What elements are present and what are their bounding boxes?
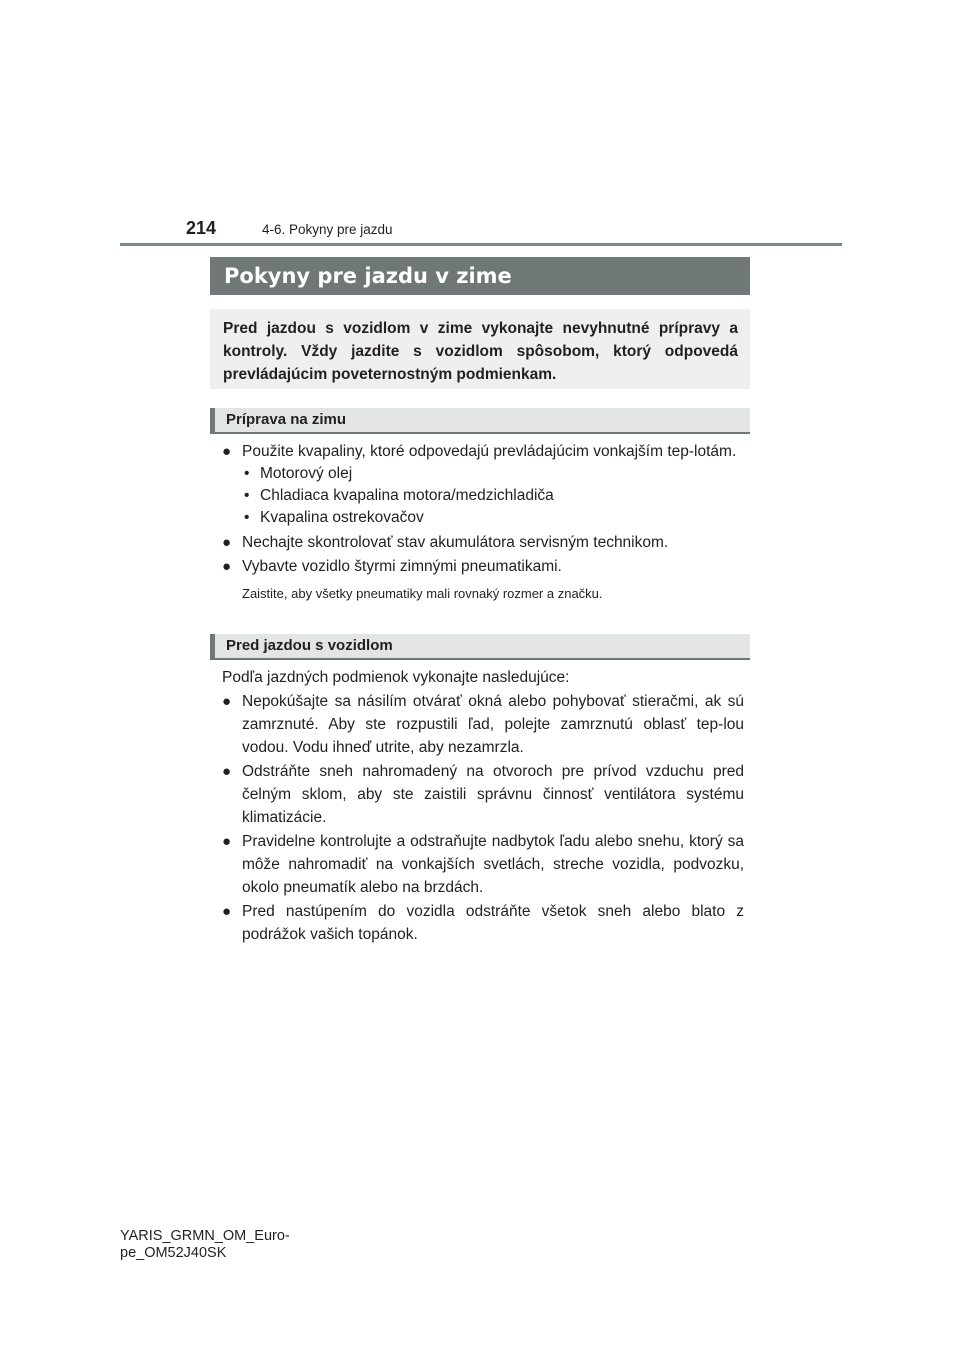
list-item xyxy=(222,830,744,899)
page-header xyxy=(120,218,842,248)
section-heading-winter-prep: Príprava na zimu xyxy=(210,408,750,434)
list-item-text: Vybavte vozidlo štyrmi zimnými pneumatikami. xyxy=(242,558,562,575)
document-code xyxy=(120,1228,290,1262)
list-item xyxy=(222,760,744,829)
sub-list-item xyxy=(222,463,744,485)
bullet-icon: ● xyxy=(222,693,232,710)
section-heading-before-driving: Pred jazdou s vozidlom xyxy=(210,634,750,660)
page-title: Pokyny pre jazdu v zime xyxy=(210,257,750,295)
header-divider xyxy=(120,243,842,246)
bullet-icon: ● xyxy=(222,763,232,780)
list-item xyxy=(222,555,744,578)
sub-bullet-icon: • xyxy=(244,487,250,504)
bullet-icon: ● xyxy=(222,534,232,551)
intro-text: Pred jazdou s vozidlom v zime vykonajte nevyhnutné prípravy a kontroly. Vždy jazdite s vozidlom spôsobom, ktorý odpovedá prevládajúcim poveternostným podmienkam. xyxy=(210,309,750,389)
sub-list-item xyxy=(222,485,744,507)
bullet-icon: ● xyxy=(222,903,232,920)
list-item-text: Nepokúšajte sa násilím otvárať okná alebo pohybovať stieračmi, ak sú zamrznuté. Aby ste rozpustili ľad, polejte zamrznutú oblasť tep-lou vodou. Vodu ihneď utrite, aby nezamrzla. xyxy=(242,693,744,756)
bullet-icon: ● xyxy=(222,443,232,460)
tire-note: Zaistite, aby všetky pneumatiky mali rovnaký rozmer a značku. xyxy=(242,586,603,601)
list-item-text: Odstráňte sneh nahromadený na otvoroch pre prívod vzduchu pred čelným sklom, aby ste zaistili správnu činnosť ventilátora systému klimatizácie. xyxy=(242,763,744,826)
list-item-text: Pred nastúpením do vozidla odstráňte všetok sneh alebo blato z podrážok vašich topánok. xyxy=(242,903,744,943)
list-item xyxy=(222,440,744,463)
sub-list-item xyxy=(222,507,744,529)
list-item-text: Nechajte skontrolovať stav akumulátora servisným technikom. xyxy=(242,534,669,551)
list-item-text: Pravidelne kontrolujte a odstraňujte nadbytok ľadu alebo snehu, ktorý sa môže nahromadiť na vonkajších svetlách, streche vozidla, podvozku, okolo pneumatík alebo na brzdách. xyxy=(242,833,744,896)
sub-bullet-icon: • xyxy=(244,509,250,526)
sub-list-item-text: Kvapalina ostrekovačov xyxy=(260,509,424,526)
winter-prep-list xyxy=(222,440,744,604)
lead-text: Podľa jazdných podmienok vykonajte nasledujúce: xyxy=(222,669,570,686)
bullet-icon: ● xyxy=(222,833,232,850)
before-driving-list xyxy=(222,666,744,946)
section-path: 4-6. Pokyny pre jazdu xyxy=(262,222,393,237)
sub-list-item-text: Motorový olej xyxy=(260,465,353,482)
sub-bullet-icon: • xyxy=(244,465,250,482)
list-item xyxy=(222,690,744,759)
list-item xyxy=(222,900,744,946)
sub-list-item-text: Chladiaca kvapalina motora/medzichladiča xyxy=(260,487,554,504)
document-code-line: pe_OM52J40SK xyxy=(120,1245,227,1261)
page-number: 214 xyxy=(186,218,217,238)
list-item-text: Použite kvapaliny, ktoré odpovedajú prevládajúcim vonkajším tep-lotám. xyxy=(242,443,737,460)
bullet-icon: ● xyxy=(222,558,232,575)
document-code-line: YARIS_GRMN_OM_Euro- xyxy=(120,1228,290,1244)
list-item xyxy=(222,531,744,554)
